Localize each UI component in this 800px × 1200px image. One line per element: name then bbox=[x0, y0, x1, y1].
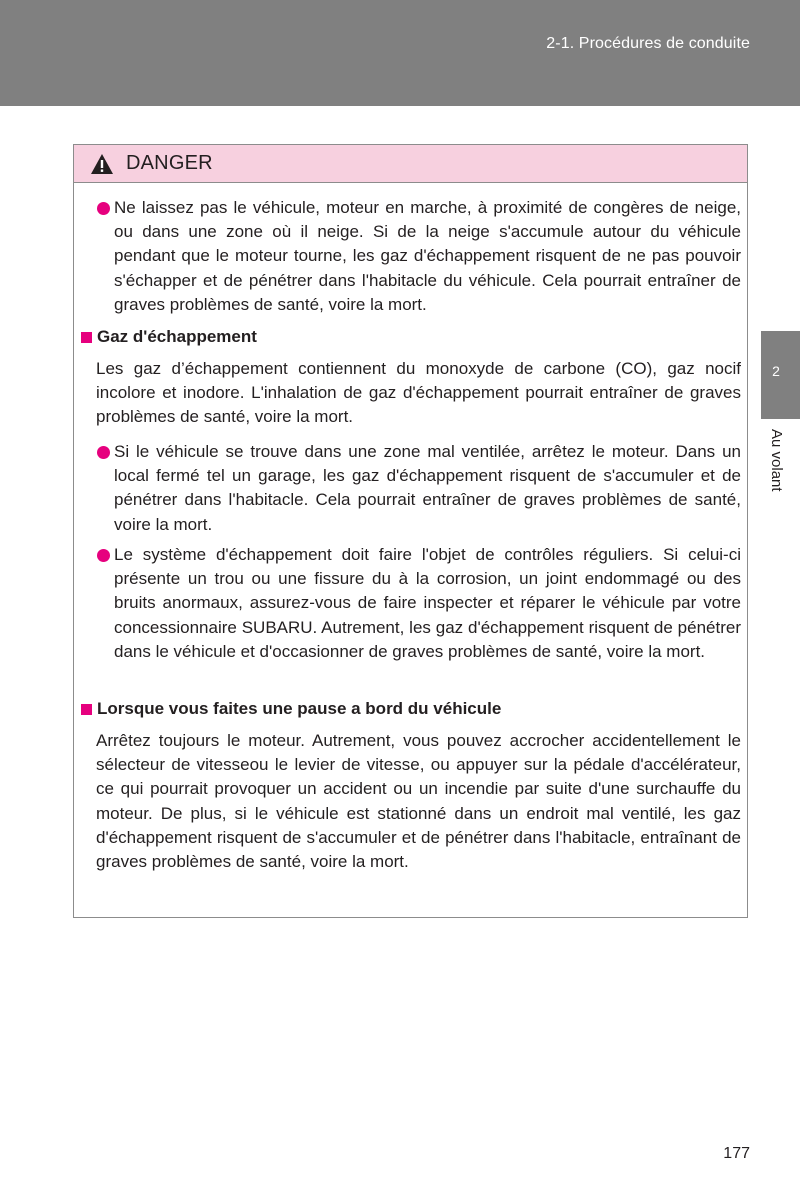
heading-text: Gaz d'échappement bbox=[97, 327, 257, 346]
paragraph: Arrêtez toujours le moteur. Autrement, vous pouvez accrocher accidentellement le sélecteur de vitesseou le levier de vitesse, ou appuyer sur la pédale d'accélérateur, ce qui pourrait provoquer un accident ou un incendie par suite d'une surchauffe du moteur. De plus, si le véhicule est stationné dans un endroit mal ventilé, les gaz d'échappement risquent de s'accumuler et de pénétrer dans l'habitacle, entraînant de graves problèmes de santé, voire la mort. bbox=[96, 731, 741, 872]
paragraph: Les gaz d’échappement contiennent du monoxyde de carbone (CO), gaz nocif incolore et inodore. L'inhalation de gaz d'échappement pourrait entraîner de graves problèmes de santé, voire la mort. bbox=[96, 359, 741, 427]
bullet-text: Si le véhicule se trouve dans une zone mal ventilée, arrêtez le moteur. Dans un local fermé tel un garage, les gaz d'échappement risquent de s'accumuler et de pénétrer dans l'habitacle. Cela pourrait entraîner de graves problèmes de santé, voire la mort. bbox=[114, 442, 741, 534]
bullet-text: Le système d'échappement doit faire l'objet de contrôles réguliers. Si celui-ci présente un trou ou une fissure du à la corrosion, un joint endommagé ou des bruits anormaux, assurez-vous de faire inspecter et réparer le véhicule par votre concessionnaire SUBARU. Autrement, les gaz d'échappement risquent de pénétrer dans le véhicule et d'occasionner de graves problèmes de santé, voire la mort. bbox=[114, 545, 741, 661]
chapter-label: Au volant bbox=[768, 429, 785, 492]
bullet-icon bbox=[97, 202, 110, 215]
page-number: 177 bbox=[723, 1145, 750, 1162]
chapter-tab bbox=[761, 331, 800, 419]
bullet-icon bbox=[97, 446, 110, 459]
list-item bbox=[97, 440, 741, 537]
list-item bbox=[97, 196, 741, 317]
danger-title: DANGER bbox=[126, 152, 213, 174]
section-title: 2-1. Procédures de conduite bbox=[546, 35, 750, 52]
square-bullet-icon bbox=[81, 332, 92, 343]
list-item bbox=[97, 543, 741, 664]
heading-text: Lorsque vous faites une pause a bord du véhicule bbox=[97, 699, 502, 718]
chapter-number: 2 bbox=[772, 363, 780, 379]
bullet-text: Ne laissez pas le véhicule, moteur en marche, à proximité de congères de neige, ou dans une zone où il neige. Si de la neige s'accumule autour du véhicule pendant que le moteur tourne, les gaz d'échappement risquent de ne pas pouvoir s'échapper et de pénétrer dans l'habitacle du véhicule. Cela pourrait entraîner de graves problèmes de santé, voire la mort. bbox=[114, 198, 741, 314]
warning-triangle-icon bbox=[90, 153, 114, 175]
section-heading bbox=[81, 325, 257, 349]
danger-header bbox=[74, 145, 747, 183]
square-bullet-icon bbox=[81, 704, 92, 715]
section-heading bbox=[81, 697, 501, 721]
bullet-icon bbox=[97, 549, 110, 562]
header-bar bbox=[0, 0, 800, 106]
